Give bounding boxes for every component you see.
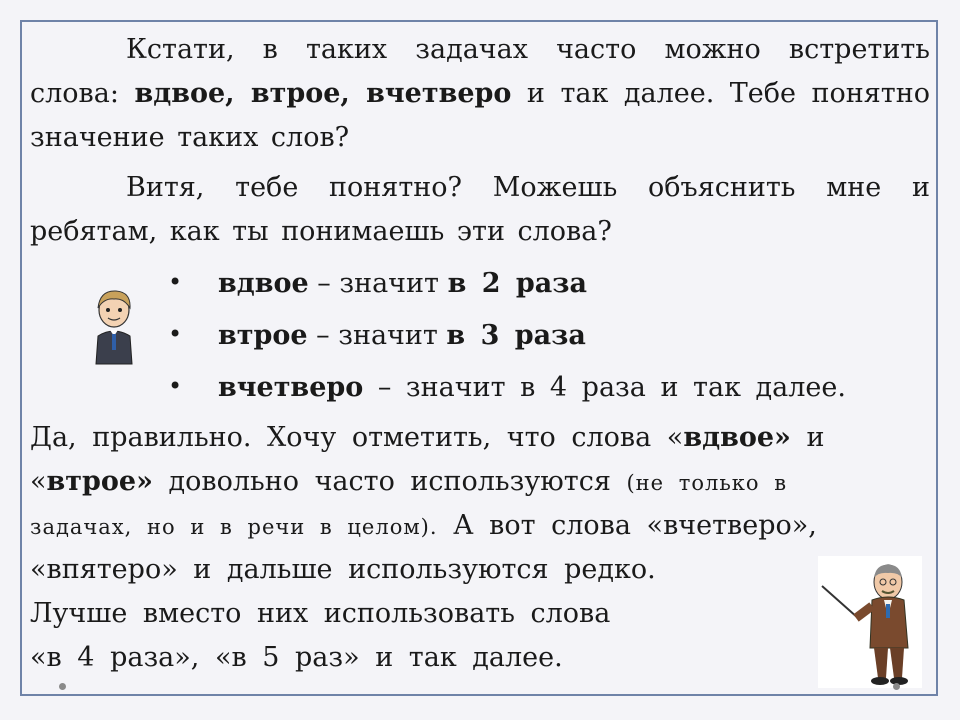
teacher-illustration (818, 556, 922, 688)
paragraph-question: Витя, тебе понятно? Можешь объяснить мне и ребятам, как ты понимаешь эти слова? (30, 172, 930, 247)
bullet-item: вчетверо – значит в 4 раза и так далее. (218, 372, 846, 403)
boy-illustration (88, 286, 140, 366)
paragraph3-line: «впятеро» и дальше используются редко. (30, 554, 656, 585)
paragraph-intro: Кстати, в таких задачах часто можно встретить слова: вдвое, втрое, вчетверо и так далее. Тебе понятно значение таких слов? (30, 34, 930, 153)
bold-words: вдвое, втрое, вчетверо (134, 78, 512, 109)
paragraph3-line: Да, правильно. Хочу отметить, что слова «вдвое» и (30, 422, 825, 453)
bullet-item: вдвое – значит в 2 раза (218, 268, 588, 299)
bullet-marker: • (168, 320, 183, 348)
decorative-dot (59, 683, 66, 690)
paragraph3-line: «втрое» довольно часто используются (не только в (30, 466, 788, 497)
bullet-marker: • (168, 372, 183, 400)
bullet-marker: • (168, 268, 183, 296)
bullet-item: втрое – значит в 3 раза (218, 320, 586, 351)
decorative-dot (893, 683, 900, 690)
paragraph3-line: Лучше вместо них использовать слова (30, 598, 611, 629)
paragraph3-line: задачах, но и в речи в целом). А вот слова «вчетверо», (30, 510, 817, 541)
paragraph3-line: «в 4 раза», «в 5 раз» и так далее. (30, 642, 563, 673)
